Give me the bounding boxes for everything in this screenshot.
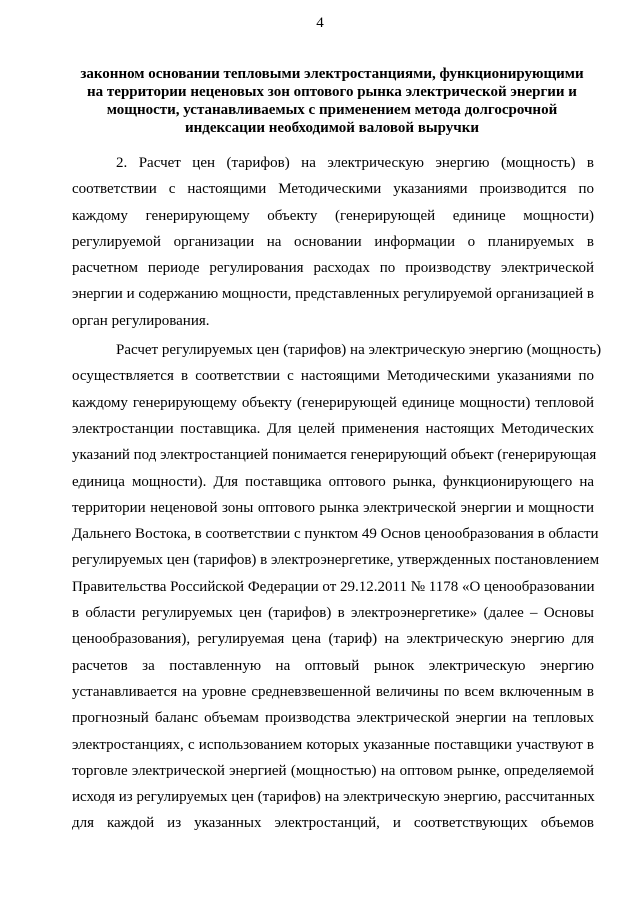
section-heading bbox=[72, 65, 592, 137]
heading-line: законном основании тепловыми электростанциями, функционирующими bbox=[80, 66, 584, 82]
paragraph-2 bbox=[72, 337, 602, 837]
text-line: электростанции поставщика. Для целей применения настоящих Методических bbox=[72, 420, 594, 437]
text-line: территории неценовой зоны оптового рынка электрической энергии и мощности bbox=[72, 499, 594, 516]
text-line: энергии и содержанию мощности, представленных регулируемой организацией в bbox=[72, 286, 594, 303]
text-line: исходя из регулируемых цен (тарифов) на электрическую энергию, рассчитанных bbox=[72, 789, 595, 806]
text-line: Расчет регулируемых цен (тарифов) на электрическую энергию (мощность) bbox=[116, 342, 602, 359]
page-number: 4 bbox=[316, 15, 324, 31]
text-line: 2. Расчет цен (тарифов) на электрическую энергию (мощность) в bbox=[116, 155, 594, 171]
text-line: регулируемой организации на основании информации о планируемых в bbox=[72, 233, 594, 250]
text-line: устанавливается на уровне средневзвешенной величины по всем включенным в bbox=[72, 683, 594, 700]
text-line: расчетов за поставленную на оптовый рынок электрическую энергию bbox=[72, 657, 594, 674]
text-line: соответствии с настоящими Методическими указаниями производится по bbox=[72, 181, 594, 198]
text-line: единица мощности). Для поставщика оптового рынка, функционирующего на bbox=[72, 473, 594, 490]
heading-line: на территории неценовых зон оптового рынка электрической энергии и bbox=[87, 84, 577, 100]
document-body bbox=[72, 150, 602, 837]
paragraph-1 bbox=[72, 150, 594, 334]
heading-line: индексации необходимой валовой выручки bbox=[184, 120, 480, 136]
heading-line: мощности, устанавливаемых с применением метода долгосрочной bbox=[106, 102, 558, 118]
text-line: регулируемых цен (тарифов) в электроэнергетике, утвержденных постановлением bbox=[72, 552, 600, 569]
text-line: орган регулирования. bbox=[72, 312, 210, 329]
text-line: указаний под электростанцией понимается генерирующий объект (генерирующая bbox=[72, 447, 597, 464]
text-line: для каждой из указанных электростанций, и соответствующих объемов bbox=[72, 815, 594, 832]
text-line: каждому генерирующему объекту (генерирующей единице мощности) тепловой bbox=[72, 394, 594, 411]
text-line: осуществляется в соответствии с настоящими Методическими указаниями по bbox=[72, 368, 594, 385]
text-line: электростанциях, с использованием которых указанные поставщики участвуют в bbox=[72, 736, 594, 753]
text-line: Дальнего Востока, в соответствии с пунктом 49 Основ ценообразования в области bbox=[72, 526, 599, 543]
text-line: в области регулируемых цен (тарифов) в электроэнергетике» (далее – Основы bbox=[72, 605, 594, 622]
text-line: Правительства Российской Федерации от 29.12.2011 № 1178 «О ценообразовании bbox=[72, 578, 595, 595]
text-line: торговле электрической энергией (мощностью) на оптовом рынке, определяемой bbox=[72, 762, 594, 779]
text-line: расчетном периоде регулирования расходах по производству электрической bbox=[72, 260, 594, 277]
text-line: прогнозный баланс объемам производства электрической энергии на тепловых bbox=[72, 710, 594, 727]
text-line: каждому генерирующему объекту (генерирующей единице мощности) bbox=[72, 207, 594, 224]
text-line: ценообразования), регулируемая цена (тариф) на электрическую энергию для bbox=[72, 631, 594, 648]
